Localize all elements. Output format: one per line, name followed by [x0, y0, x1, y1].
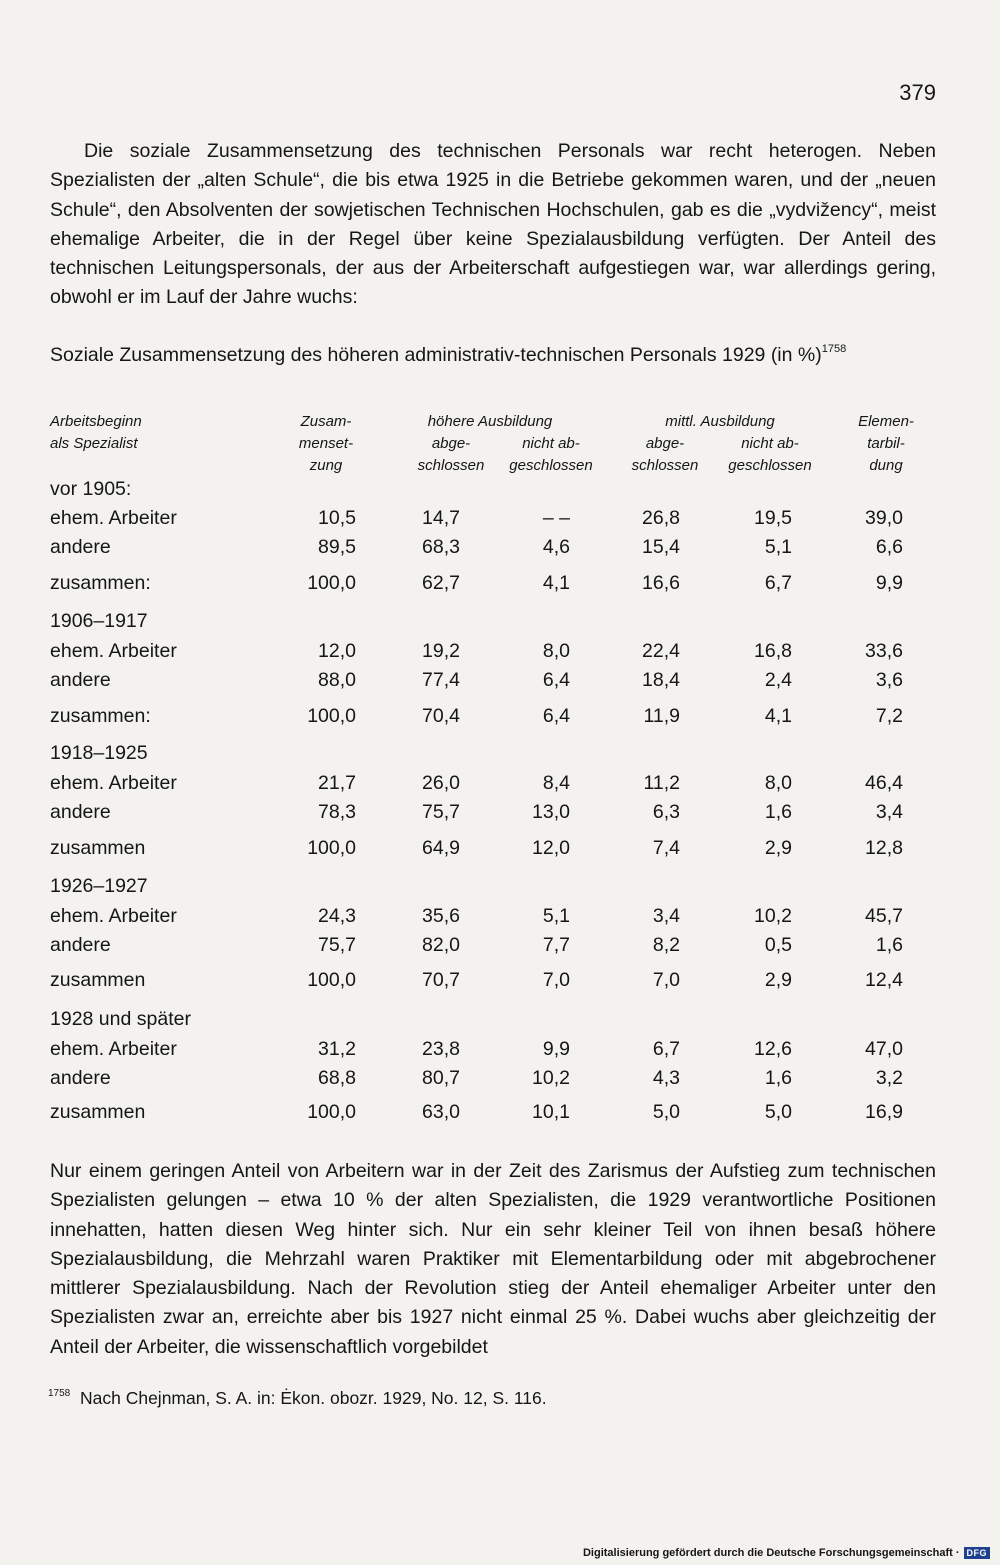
cell-hoehere-abgeschlossen: 68,3 — [422, 536, 460, 558]
cell-zusammensetzung: 89,5 — [318, 536, 356, 558]
closing-paragraph: Nur einem geringen Anteil von Arbeitern war in der Zeit des Zarismus der Aufstieg zum technischen Spezialisten gelungen – etwa 10 % der alten Spezialisten, die 1929 verantwortliche Positionen innehatten, hatten diesen Weg hinter sich. Nur ein sehr kleiner Teil von ihnen besaß höhere Spezialausbildung, die Mehrzahl waren Praktiker mit Elementarbildung oder mit abgebrochener mittlerer Spezialausbildung. Nach der Revolution stieg der Anteil ehemaliger Arbeiter unter den Spezialisten zwar an, erreichte aber bis 1927 nicht einmal 25 %. Dabei wuchs aber gleichzeitig der Anteil der Arbeiter, die wissenschaftlich vorgebildet — [50, 1160, 936, 1358]
row-label: ehem. Arbeiter — [50, 905, 177, 927]
cell-mittl-nicht-abgeschlossen: 2,4 — [764, 669, 792, 691]
cell-hoehere-abgeschlossen: 82,0 — [422, 934, 460, 956]
cell-hoehere-nicht-abgeschlossen: 9,9 — [542, 1038, 570, 1060]
table-row — [0, 1038, 1000, 1066]
cell-mittl-nicht-abgeschlossen: 12,6 — [754, 1038, 792, 1060]
cell-hoehere-nicht-abgeschlossen: 10,2 — [532, 1067, 570, 1089]
cell-zusammensetzung: 100,0 — [307, 705, 356, 727]
row-label: zusammen — [50, 1101, 146, 1123]
row-label: ehem. Arbeiter — [50, 507, 177, 529]
cell-zusammensetzung: 100,0 — [307, 1101, 356, 1123]
cell-hoehere-abgeschlossen: 26,0 — [422, 772, 460, 794]
cell-mittl-nicht-abgeschlossen: 5,0 — [764, 1101, 792, 1123]
cell-hoehere-abgeschlossen: 19,2 — [422, 640, 460, 662]
footnote-number: 1758 — [48, 1388, 71, 1399]
row-label: zusammen: — [50, 572, 151, 594]
table-row — [0, 1101, 1000, 1129]
row-label: ehem. Arbeiter — [50, 772, 177, 794]
footnote — [48, 1388, 547, 1409]
row-label: zusammen — [50, 837, 146, 859]
cell-hoehere-nicht-abgeschlossen: 6,4 — [542, 669, 570, 691]
cell-mittl-abgeschlossen: 8,2 — [652, 934, 680, 956]
cell-elementarbildung: 1,6 — [875, 934, 903, 956]
cell-mittl-abgeschlossen: 5,0 — [652, 1101, 680, 1123]
cell-hoehere-nicht-abgeschlossen: 7,0 — [542, 969, 570, 991]
cell-hoehere-nicht-abgeschlossen: 8,4 — [542, 772, 570, 794]
digitization-credit — [583, 1547, 990, 1559]
cell-elementarbildung: 6,6 — [875, 536, 903, 558]
row-label: andere — [50, 1067, 111, 1089]
cell-mittl-abgeschlossen: 7,4 — [652, 837, 680, 859]
cell-elementarbildung: 33,6 — [865, 640, 903, 662]
dfg-logo: DFG — [964, 1547, 991, 1559]
table-row — [0, 669, 1000, 697]
header-elementarbildung: Elemen- tarbil- dung — [858, 413, 914, 474]
table-row — [0, 905, 1000, 933]
cell-hoehere-nicht-abgeschlossen: 4,1 — [542, 572, 570, 594]
table-row — [0, 1067, 1000, 1095]
cell-mittl-abgeschlossen: 7,0 — [652, 969, 680, 991]
cell-hoehere-nicht-abgeschlossen: – – — [542, 507, 570, 529]
cell-hoehere-abgeschlossen: 77,4 — [422, 669, 460, 691]
cell-hoehere-abgeschlossen: 62,7 — [422, 572, 460, 594]
header-mittl-nicht-abgeschlossen: nicht ab- geschlossen — [728, 435, 812, 474]
row-label: andere — [50, 801, 111, 823]
cell-mittl-abgeschlossen: 3,4 — [652, 905, 680, 927]
cell-mittl-nicht-abgeschlossen: 2,9 — [764, 969, 792, 991]
cell-mittl-abgeschlossen: 11,9 — [643, 705, 680, 727]
cell-hoehere-abgeschlossen: 75,7 — [422, 801, 460, 823]
group-label: 1928 und später — [50, 1008, 191, 1030]
cell-zusammensetzung: 10,5 — [318, 507, 356, 529]
cell-hoehere-abgeschlossen: 64,9 — [422, 837, 460, 859]
group-label: 1906–1917 — [50, 610, 148, 632]
cell-mittl-abgeschlossen: 11,2 — [643, 772, 680, 794]
cell-mittl-abgeschlossen: 16,6 — [642, 572, 680, 594]
table-row — [0, 572, 1000, 600]
row-label: ehem. Arbeiter — [50, 1038, 177, 1060]
cell-mittl-nicht-abgeschlossen: 4,1 — [764, 705, 792, 727]
header-mittl-abgeschlossen: abge- schlossen — [631, 435, 699, 474]
header-row-label: Arbeitsbeginn als Spezialist — [50, 413, 142, 452]
table-row — [0, 640, 1000, 668]
cell-elementarbildung: 3,4 — [875, 801, 903, 823]
table-row — [0, 536, 1000, 564]
header-hoehere-nicht-abgeschlossen: nicht ab- geschlossen — [509, 435, 593, 474]
credit-text: Digitalisierung gefördert durch die Deutsche Forschungsgemeinschaft · — [582, 1547, 960, 1559]
cell-mittl-abgeschlossen: 26,8 — [642, 507, 680, 529]
table-row — [0, 507, 1000, 535]
table-title-footnote-ref: 1758 — [821, 343, 847, 355]
group-label: vor 1905: — [50, 478, 132, 500]
cell-hoehere-abgeschlossen: 70,7 — [422, 969, 460, 991]
table-row — [0, 969, 1000, 997]
cell-mittl-nicht-abgeschlossen: 6,7 — [764, 572, 792, 594]
row-label: andere — [50, 536, 111, 558]
cell-elementarbildung: 47,0 — [865, 1038, 903, 1060]
cell-hoehere-nicht-abgeschlossen: 10,1 — [532, 1101, 570, 1123]
cell-elementarbildung: 3,2 — [875, 1067, 903, 1089]
cell-elementarbildung: 45,7 — [865, 905, 903, 927]
table-title — [50, 341, 936, 370]
cell-zusammensetzung: 31,2 — [318, 1038, 356, 1060]
table-row — [0, 837, 1000, 865]
cell-zusammensetzung: 12,0 — [318, 640, 356, 662]
row-label: ehem. Arbeiter — [50, 640, 177, 662]
cell-mittl-nicht-abgeschlossen: 0,5 — [764, 934, 792, 956]
cell-mittl-nicht-abgeschlossen: 2,9 — [764, 837, 792, 859]
cell-hoehere-abgeschlossen: 70,4 — [422, 705, 460, 727]
row-label: zusammen: — [50, 705, 151, 727]
row-label: andere — [50, 934, 111, 956]
cell-mittl-nicht-abgeschlossen: 1,6 — [764, 801, 792, 823]
cell-mittl-nicht-abgeschlossen: 19,5 — [754, 507, 792, 529]
footnote-text: Nach Chejnman, S. A. in: Ėkon. obozr. 1929, No. 12, S. 116. — [79, 1388, 547, 1408]
cell-elementarbildung: 12,4 — [865, 969, 903, 991]
header-zusammensetzung: Zusam- menset- zung — [298, 413, 354, 474]
row-label: zusammen — [50, 969, 146, 991]
cell-zusammensetzung: 68,8 — [318, 1067, 356, 1089]
cell-zusammensetzung: 88,0 — [318, 669, 356, 691]
cell-elementarbildung: 9,9 — [875, 572, 903, 594]
cell-hoehere-nicht-abgeschlossen: 13,0 — [532, 801, 570, 823]
group-label: 1926–1927 — [50, 875, 148, 897]
cell-mittl-nicht-abgeschlossen: 10,2 — [754, 905, 792, 927]
cell-zusammensetzung: 100,0 — [307, 572, 356, 594]
cell-hoehere-abgeschlossen: 35,6 — [422, 905, 460, 927]
header-hoehere-ausbildung: höhere Ausbildung — [427, 413, 553, 430]
cell-mittl-abgeschlossen: 15,4 — [642, 536, 680, 558]
row-label: andere — [50, 669, 111, 691]
header-hoehere-abgeschlossen: abge- schlossen — [417, 435, 485, 474]
intro-paragraph: Die soziale Zusammensetzung des technischen Personals war recht heterogen. Neben Spezialisten der „alten Schule“, die bis etwa 1925 in die Betriebe gekommen waren, und der „neuen Schule“, den Absolventen der sowjetischen Technischen Hochschulen, gab es die „vydvižency“, meist ehemalige Arbeiter, die in der Regel über keine Spezialausbildung verfügten. Der Anteil des technischen Leitungspersonals, der aus der Arbeiterschaft aufgestiegen war, war allerdings gering, obwohl er im Lauf der Jahre wuchs: — [50, 140, 936, 309]
cell-elementarbildung: 3,6 — [875, 669, 903, 691]
cell-elementarbildung: 39,0 — [865, 507, 903, 529]
page-number: 379 — [899, 80, 936, 105]
cell-hoehere-abgeschlossen: 14,7 — [422, 507, 460, 529]
cell-mittl-nicht-abgeschlossen: 8,0 — [764, 772, 792, 794]
cell-hoehere-nicht-abgeschlossen: 5,1 — [542, 905, 570, 927]
table-row — [0, 801, 1000, 829]
cell-hoehere-abgeschlossen: 63,0 — [422, 1101, 460, 1123]
cell-zusammensetzung: 100,0 — [307, 969, 356, 991]
cell-zusammensetzung: 21,7 — [318, 772, 356, 794]
cell-hoehere-nicht-abgeschlossen: 4,6 — [542, 536, 570, 558]
table-row — [0, 705, 1000, 733]
cell-zusammensetzung: 75,7 — [318, 934, 356, 956]
cell-hoehere-nicht-abgeschlossen: 7,7 — [542, 934, 570, 956]
cell-hoehere-nicht-abgeschlossen: 8,0 — [542, 640, 570, 662]
cell-hoehere-nicht-abgeschlossen: 6,4 — [542, 705, 570, 727]
cell-elementarbildung: 7,2 — [875, 705, 903, 727]
cell-elementarbildung: 12,8 — [865, 837, 903, 859]
cell-hoehere-nicht-abgeschlossen: 12,0 — [532, 837, 570, 859]
cell-elementarbildung: 46,4 — [865, 772, 903, 794]
table-row — [0, 934, 1000, 962]
cell-zusammensetzung: 100,0 — [307, 837, 356, 859]
cell-zusammensetzung: 24,3 — [318, 905, 356, 927]
cell-mittl-abgeschlossen: 6,3 — [652, 801, 680, 823]
header-mittl-ausbildung: mittl. Ausbildung — [665, 413, 775, 430]
cell-hoehere-abgeschlossen: 80,7 — [422, 1067, 460, 1089]
cell-elementarbildung: 16,9 — [865, 1101, 903, 1123]
cell-mittl-nicht-abgeschlossen: 1,6 — [764, 1067, 792, 1089]
cell-hoehere-abgeschlossen: 23,8 — [422, 1038, 460, 1060]
group-label: 1918–1925 — [50, 742, 148, 764]
cell-zusammensetzung: 78,3 — [318, 801, 356, 823]
cell-mittl-nicht-abgeschlossen: 16,8 — [754, 640, 792, 662]
table-title-text: Soziale Zusammensetzung des höheren administrativ-technischen Personals 1929 (in %) — [50, 344, 822, 366]
cell-mittl-abgeschlossen: 4,3 — [652, 1067, 680, 1089]
cell-mittl-abgeschlossen: 22,4 — [642, 640, 680, 662]
cell-mittl-abgeschlossen: 6,7 — [652, 1038, 680, 1060]
table-row — [0, 772, 1000, 800]
cell-mittl-nicht-abgeschlossen: 5,1 — [764, 536, 792, 558]
cell-mittl-abgeschlossen: 18,4 — [642, 669, 680, 691]
